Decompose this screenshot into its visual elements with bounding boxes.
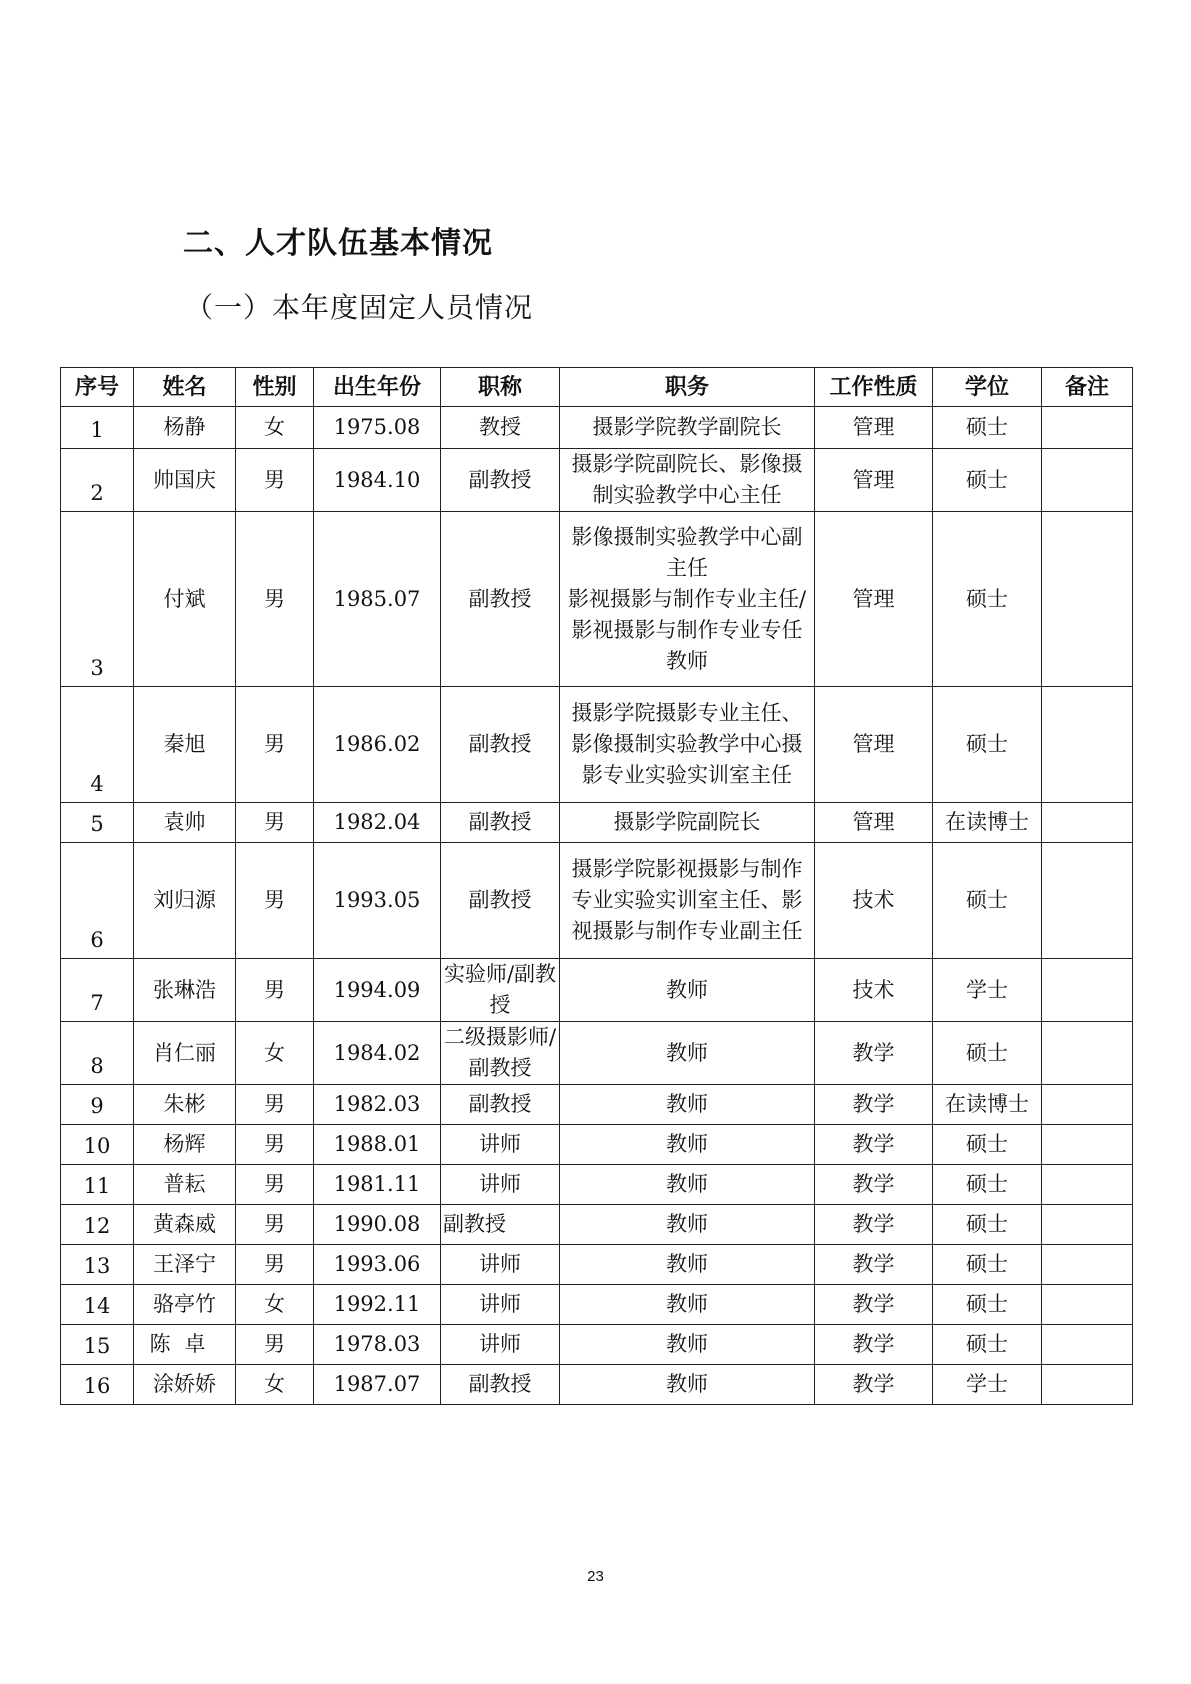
header-name: 姓名 (134, 368, 236, 407)
cell-nature: 教学 (815, 1325, 933, 1365)
cell-name: 秦旭 (134, 687, 236, 803)
table-row (61, 803, 1133, 843)
cell-gender: 男 (236, 1165, 314, 1205)
cell-nature: 技术 (815, 959, 933, 1022)
cell-title: 副教授 (441, 843, 560, 959)
cell-birth: 1981.11 (314, 1165, 441, 1205)
cell-name: 张琳浩 (134, 959, 236, 1022)
cell-birth: 1982.04 (314, 803, 441, 843)
header-no: 序号 (61, 368, 134, 407)
cell-no: 8 (61, 1022, 134, 1085)
cell-no: 13 (61, 1245, 134, 1285)
cell-title: 副教授 (441, 512, 560, 687)
cell-degree: 硕士 (933, 687, 1042, 803)
cell-degree: 硕士 (933, 449, 1042, 512)
cell-note (1042, 687, 1133, 803)
cell-note (1042, 843, 1133, 959)
cell-gender: 男 (236, 1085, 314, 1125)
cell-name: 普耘 (134, 1165, 236, 1205)
cell-nature: 教学 (815, 1165, 933, 1205)
cell-no: 12 (61, 1205, 134, 1245)
cell-note (1042, 1205, 1133, 1245)
header-position: 职务 (560, 368, 815, 407)
cell-nature: 管理 (815, 449, 933, 512)
cell-no: 15 (61, 1325, 134, 1365)
table-row (61, 843, 1133, 959)
cell-gender: 男 (236, 1205, 314, 1245)
cell-title: 讲师 (441, 1125, 560, 1165)
cell-title: 二级摄影师/副教授 (441, 1022, 560, 1085)
cell-title: 教授 (441, 407, 560, 449)
cell-note (1042, 407, 1133, 449)
cell-birth: 1988.01 (314, 1125, 441, 1165)
cell-gender: 男 (236, 1125, 314, 1165)
cell-note (1042, 1022, 1133, 1085)
cell-position: 教师 (560, 1205, 815, 1245)
cell-name: 骆亭竹 (134, 1285, 236, 1325)
cell-gender: 女 (236, 1022, 314, 1085)
cell-degree: 学士 (933, 1365, 1042, 1405)
cell-note (1042, 1365, 1133, 1405)
table-row (61, 687, 1133, 803)
cell-position: 摄影学院影视摄影与制作专业实验实训室主任、影视摄影与制作专业副主任 (560, 843, 815, 959)
cell-birth: 1987.07 (314, 1365, 441, 1405)
table-row (61, 1365, 1133, 1405)
cell-no: 4 (61, 687, 134, 803)
cell-nature: 教学 (815, 1022, 933, 1085)
cell-position: 摄影学院副院长 (560, 803, 815, 843)
cell-position: 摄影学院摄影专业主任、影像摄制实验教学中心摄影专业实验实训室主任 (560, 687, 815, 803)
cell-title: 副教授 (441, 687, 560, 803)
table-row (61, 1325, 1133, 1365)
cell-name: 袁帅 (134, 803, 236, 843)
cell-no: 16 (61, 1365, 134, 1405)
cell-no: 1 (61, 407, 134, 449)
subsection-heading: （一）本年度固定人员情况 (185, 291, 534, 324)
cell-degree: 硕士 (933, 1245, 1042, 1285)
cell-gender: 女 (236, 407, 314, 449)
cell-birth: 1975.08 (314, 407, 441, 449)
cell-position: 教师 (560, 1022, 815, 1085)
cell-title: 副教授 (441, 1365, 560, 1405)
cell-degree: 硕士 (933, 1022, 1042, 1085)
cell-nature: 管理 (815, 687, 933, 803)
table-header-row (61, 368, 1133, 407)
table-row (61, 1165, 1133, 1205)
cell-name: 黄森威 (134, 1205, 236, 1245)
cell-position: 教师 (560, 1365, 815, 1405)
cell-degree: 硕士 (933, 843, 1042, 959)
cell-birth: 1984.10 (314, 449, 441, 512)
cell-birth: 1978.03 (314, 1325, 441, 1365)
cell-nature: 管理 (815, 512, 933, 687)
cell-note (1042, 959, 1133, 1022)
cell-birth: 1993.05 (314, 843, 441, 959)
staff-table (60, 367, 1133, 1405)
cell-no: 7 (61, 959, 134, 1022)
cell-title: 副教授 (441, 1085, 560, 1125)
cell-birth: 1992.11 (314, 1285, 441, 1325)
cell-birth: 1993.06 (314, 1245, 441, 1285)
cell-title: 副教授 (441, 803, 560, 843)
page-number: 23 (587, 1568, 604, 1585)
header-note: 备注 (1042, 368, 1133, 407)
cell-nature: 教学 (815, 1125, 933, 1165)
cell-birth: 1985.07 (314, 512, 441, 687)
cell-note (1042, 1285, 1133, 1325)
cell-note (1042, 1165, 1133, 1205)
cell-nature: 教学 (815, 1085, 933, 1125)
cell-position: 影像摄制实验教学中心副主任 影视摄影与制作专业主任/ 影视摄影与制作专业专任教师 (560, 512, 815, 687)
cell-nature: 管理 (815, 803, 933, 843)
table-row (61, 449, 1133, 512)
cell-title: 副教授 (441, 1205, 560, 1245)
table-row (61, 959, 1133, 1022)
table-body (61, 407, 1133, 1405)
cell-gender: 男 (236, 687, 314, 803)
header-birth: 出生年份 (314, 368, 441, 407)
cell-name: 杨辉 (134, 1125, 236, 1165)
cell-gender: 男 (236, 959, 314, 1022)
cell-no: 6 (61, 843, 134, 959)
cell-birth: 1990.08 (314, 1205, 441, 1245)
cell-note (1042, 449, 1133, 512)
cell-degree: 硕士 (933, 1125, 1042, 1165)
table-row (61, 1205, 1133, 1245)
cell-title: 实验师/副教授 (441, 959, 560, 1022)
cell-title: 讲师 (441, 1245, 560, 1285)
cell-no: 2 (61, 449, 134, 512)
cell-note (1042, 1125, 1133, 1165)
cell-position: 教师 (560, 1285, 815, 1325)
cell-gender: 男 (236, 512, 314, 687)
cell-no: 10 (61, 1125, 134, 1165)
cell-nature: 教学 (815, 1285, 933, 1325)
cell-degree: 学士 (933, 959, 1042, 1022)
cell-position: 教师 (560, 1245, 815, 1285)
cell-position: 教师 (560, 1085, 815, 1125)
cell-name: 杨静 (134, 407, 236, 449)
header-title: 职称 (441, 368, 560, 407)
cell-name: 付斌 (134, 512, 236, 687)
cell-nature: 教学 (815, 1205, 933, 1245)
cell-note (1042, 1325, 1133, 1365)
table-row (61, 407, 1133, 449)
table-row (61, 512, 1133, 687)
header-degree: 学位 (933, 368, 1042, 407)
table-row (61, 1285, 1133, 1325)
cell-name: 涂娇娇 (134, 1365, 236, 1405)
cell-name: 帅国庆 (134, 449, 236, 512)
cell-degree: 在读博士 (933, 1085, 1042, 1125)
cell-name: 刘归源 (134, 843, 236, 959)
cell-note (1042, 512, 1133, 687)
header-nature: 工作性质 (815, 368, 933, 407)
cell-gender: 男 (236, 803, 314, 843)
cell-gender: 男 (236, 843, 314, 959)
table-row (61, 1125, 1133, 1165)
cell-title: 讲师 (441, 1325, 560, 1365)
cell-degree: 硕士 (933, 1165, 1042, 1205)
cell-gender: 男 (236, 449, 314, 512)
cell-degree: 硕士 (933, 512, 1042, 687)
cell-degree: 硕士 (933, 1205, 1042, 1245)
cell-no: 11 (61, 1165, 134, 1205)
cell-no: 5 (61, 803, 134, 843)
cell-title: 副教授 (441, 449, 560, 512)
cell-degree: 在读博士 (933, 803, 1042, 843)
cell-name: 肖仁丽 (134, 1022, 236, 1085)
cell-nature: 教学 (815, 1245, 933, 1285)
cell-position: 教师 (560, 1325, 815, 1365)
cell-title: 讲师 (441, 1165, 560, 1205)
cell-birth: 1986.02 (314, 687, 441, 803)
cell-name: 朱彬 (134, 1085, 236, 1125)
cell-degree: 硕士 (933, 1325, 1042, 1365)
cell-nature: 管理 (815, 407, 933, 449)
cell-gender: 女 (236, 1365, 314, 1405)
cell-note (1042, 1245, 1133, 1285)
cell-position: 教师 (560, 959, 815, 1022)
section-heading: 二、人才队伍基本情况 (183, 226, 493, 261)
cell-note (1042, 803, 1133, 843)
table-row (61, 1245, 1133, 1285)
cell-name: 王泽宁 (134, 1245, 236, 1285)
cell-position: 摄影学院教学副院长 (560, 407, 815, 449)
cell-birth: 1994.09 (314, 959, 441, 1022)
cell-no: 3 (61, 512, 134, 687)
cell-no: 14 (61, 1285, 134, 1325)
cell-birth: 1984.02 (314, 1022, 441, 1085)
cell-degree: 硕士 (933, 1285, 1042, 1325)
header-gender: 性别 (236, 368, 314, 407)
table-row (61, 1022, 1133, 1085)
cell-nature: 技术 (815, 843, 933, 959)
table-row (61, 1085, 1133, 1125)
cell-position: 教师 (560, 1165, 815, 1205)
cell-position: 教师 (560, 1125, 815, 1165)
cell-no: 9 (61, 1085, 134, 1125)
cell-nature: 教学 (815, 1365, 933, 1405)
cell-position: 摄影学院副院长、影像摄制实验教学中心主任 (560, 449, 815, 512)
cell-degree: 硕士 (933, 407, 1042, 449)
cell-gender: 男 (236, 1245, 314, 1285)
cell-note (1042, 1085, 1133, 1125)
cell-gender: 女 (236, 1285, 314, 1325)
cell-name: 陈卓 (134, 1325, 236, 1365)
cell-birth: 1982.03 (314, 1085, 441, 1125)
cell-gender: 男 (236, 1325, 314, 1365)
cell-title: 讲师 (441, 1285, 560, 1325)
